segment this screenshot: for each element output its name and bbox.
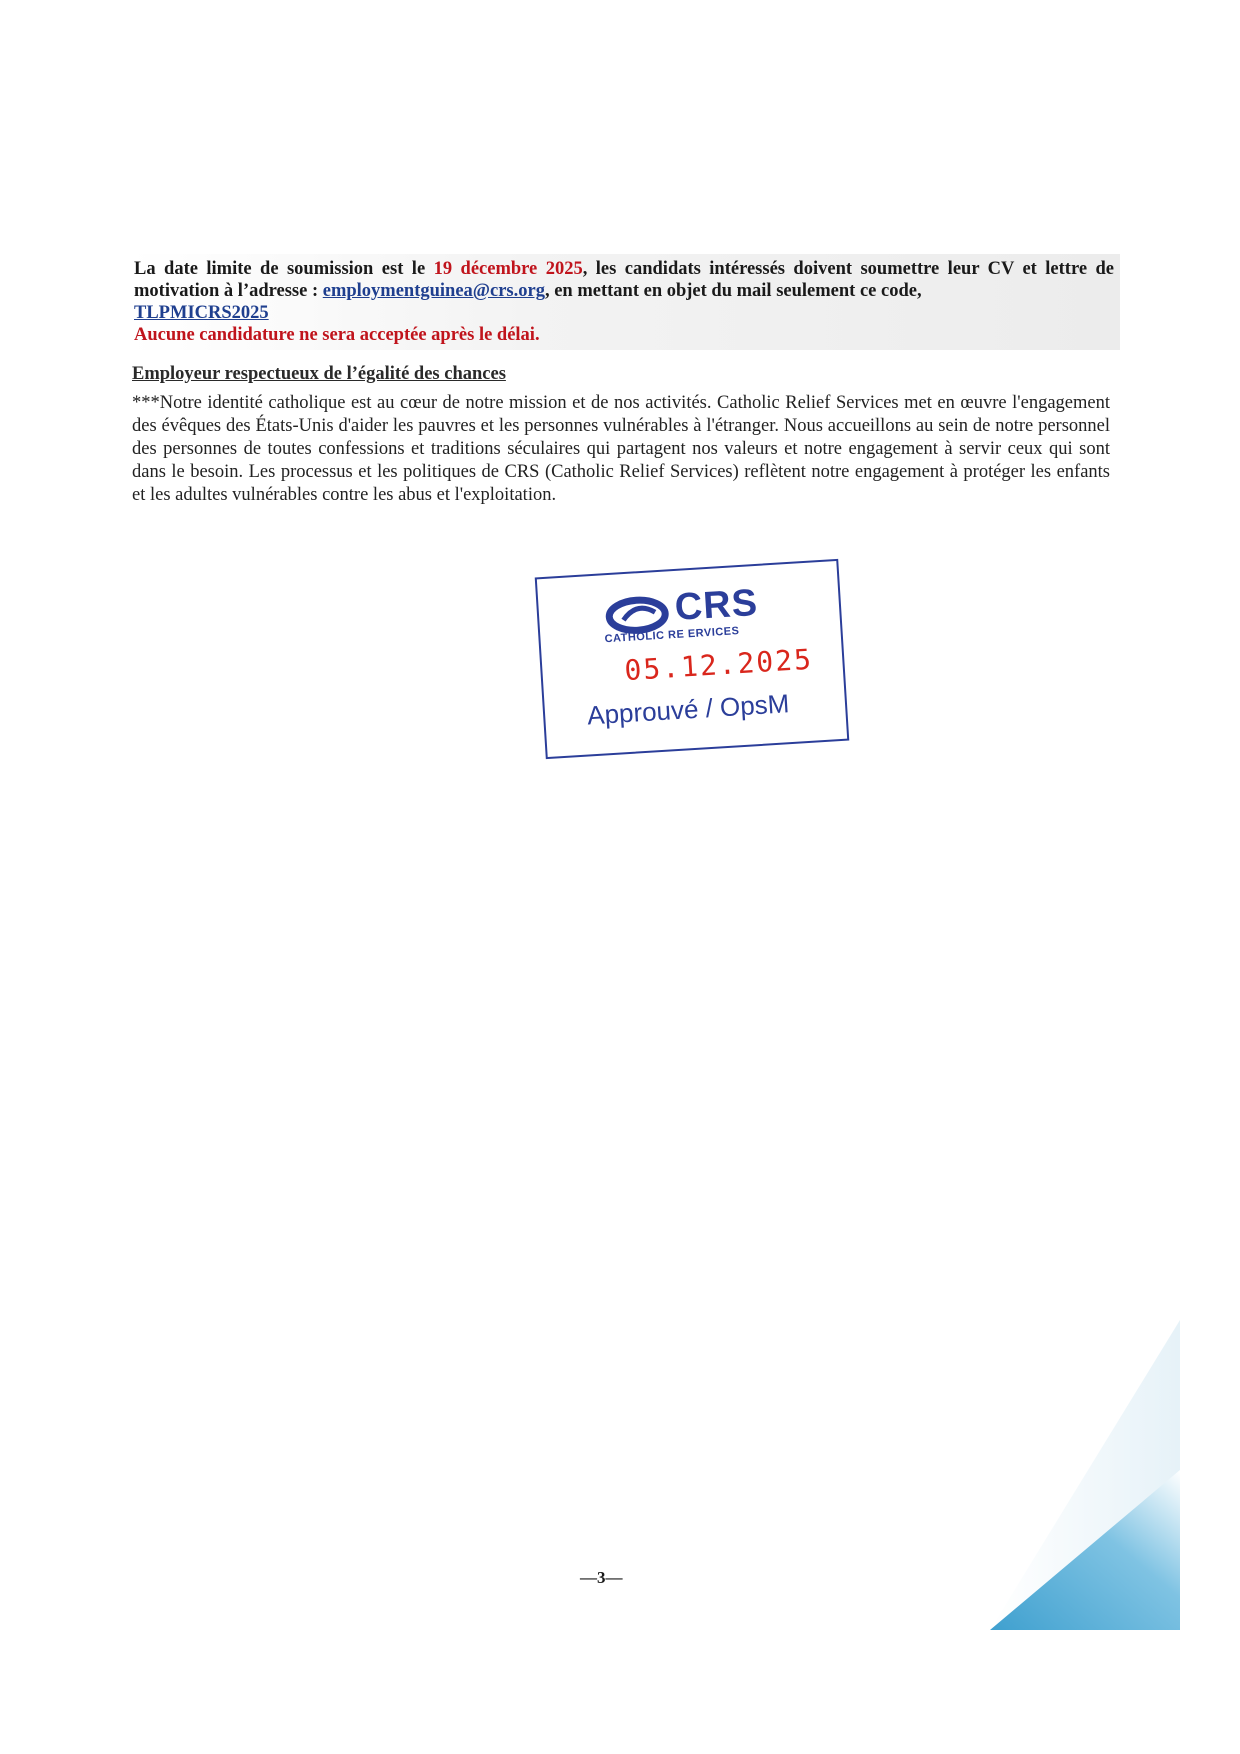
section-heading: Employeur respectueux de l’égalité des chances: [132, 364, 506, 384]
stamp-org-text: CATHOLIC RE ERVICES: [604, 625, 740, 646]
deadline-subject-instructions: , en mettant en objet du mail seulement ce code,: [544, 281, 922, 301]
deadline-intro: La date limite de soumission est le: [134, 259, 434, 279]
approval-stamp: [535, 559, 850, 759]
crs-logo: [602, 581, 764, 634]
stamp-logo-text: CRS: [673, 581, 760, 629]
corner-triangle-decoration: [990, 1320, 1240, 1640]
deadline-instructions: , les candidats intéressés doivent soumettre leur CV et lettre de motivation à l’adresse :: [134, 259, 1114, 301]
deadline-block: [130, 254, 1120, 350]
subject-code: TLPMICRS2025: [134, 303, 269, 323]
equal-opportunity-paragraph: ***Notre identité catholique est au cœur de notre mission et de nos activités. Catholic Relief Services met en œuvre l'engagement des évêques des États-Unis d'aider les pauvres et les personnes vulnérables à l'étranger. Nous accueillons au sein de notre personnel des personnes de toutes confessions et traditions séculaires qui partagent nos valeurs et notre engagement à servir ceux qui sont dans le besoin. Les processus et les politiques de CRS (Catholic Relief Services) reflètent notre engagement à protéger les enfants et les adultes vulnérables contre les abus et l'exploitation.: [132, 393, 1110, 505]
stamp-date: 05.12.2025: [623, 642, 814, 688]
deadline-warning: Aucune candidature ne sera acceptée après le délai.: [134, 325, 540, 345]
stamp-approval-text: Approuvé / OpsM: [586, 688, 791, 731]
email-link[interactable]: employmentguinea@crs.org: [322, 281, 545, 301]
page-number: —3—: [580, 1568, 623, 1587]
deadline-date: 19 décembre 2025: [433, 259, 583, 279]
